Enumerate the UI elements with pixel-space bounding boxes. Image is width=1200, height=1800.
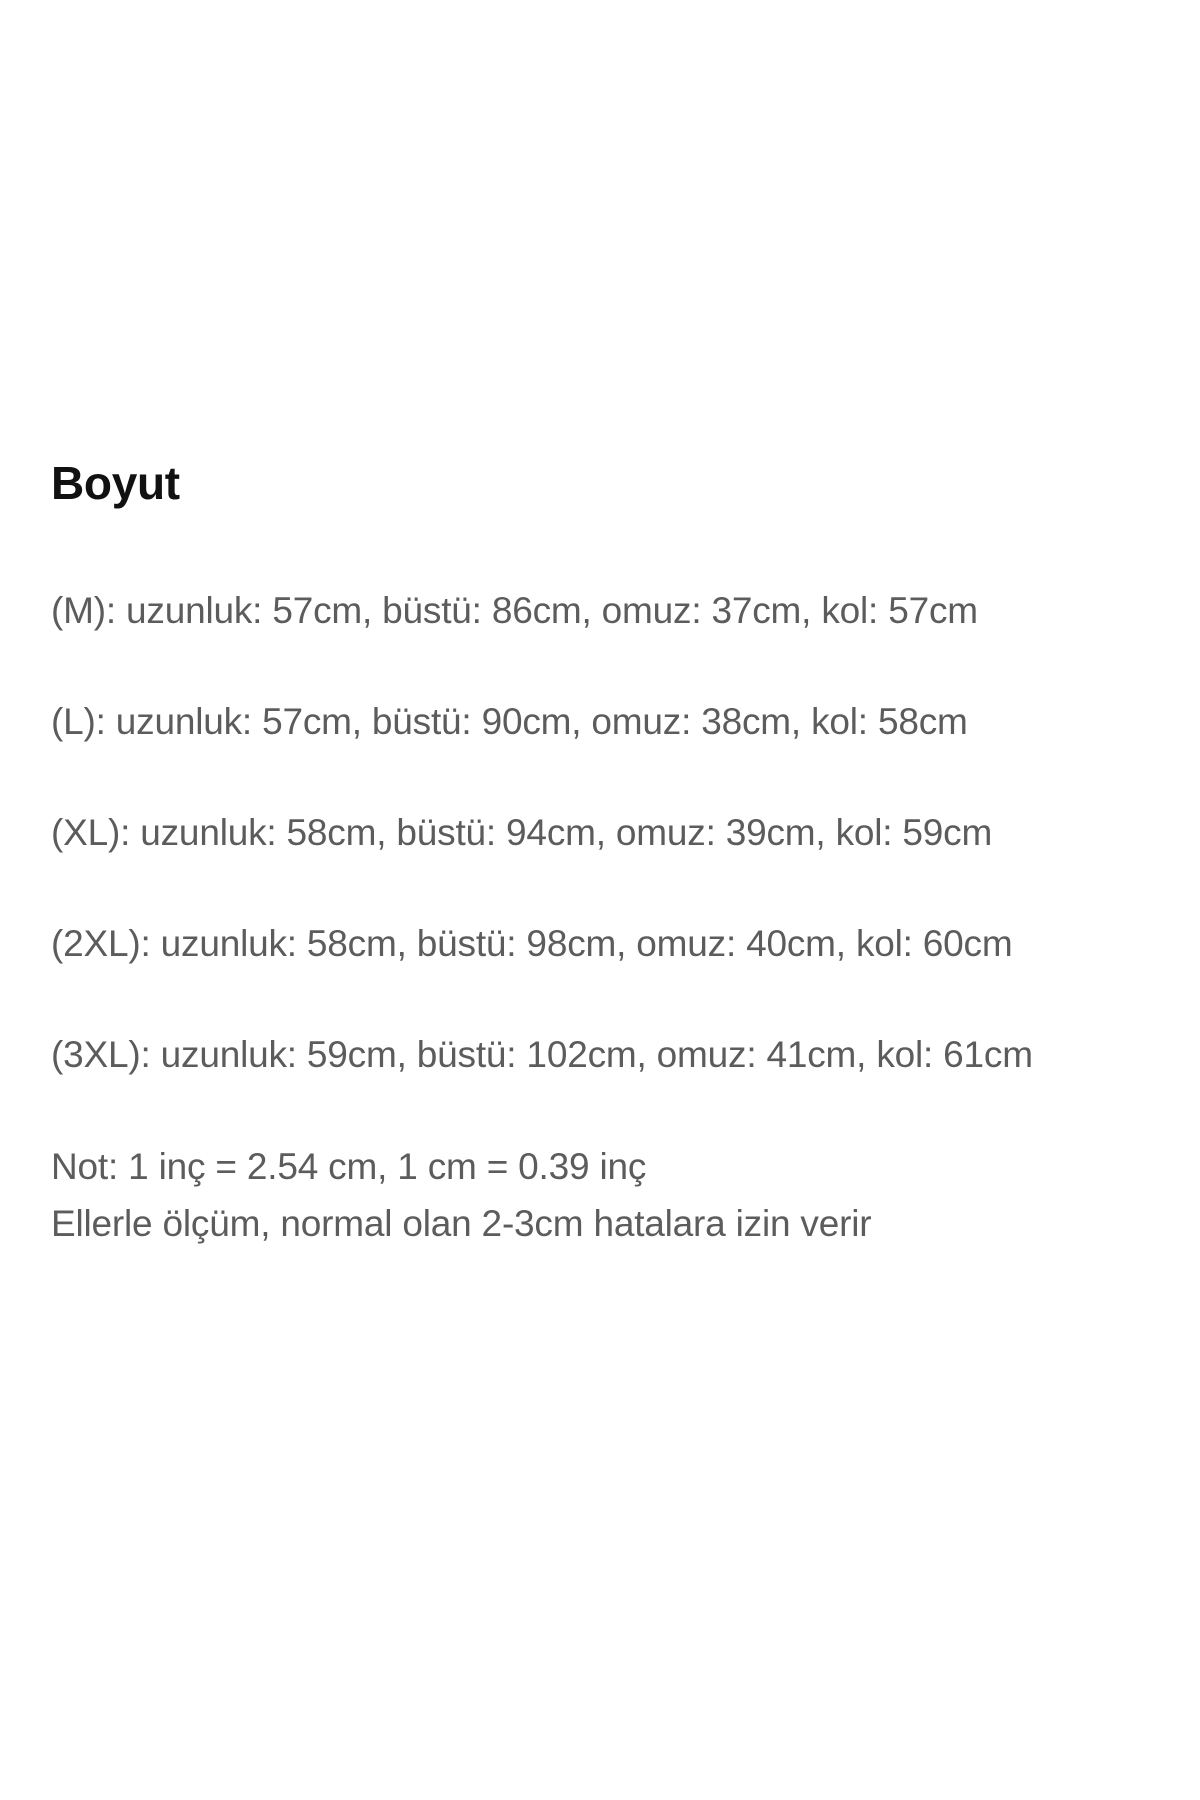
size-row-xl: (XL): uzunluk: 58cm, büstü: 94cm, omuz: 39cm, kol: 59cm [51, 812, 993, 853]
measurement-note [51, 1138, 1131, 1252]
section-title: Boyut [51, 457, 180, 509]
size-row-m: (M): uzunluk: 57cm, büstü: 86cm, omuz: 37cm, kol: 57cm [51, 590, 978, 631]
size-guide-section [51, 455, 1131, 1252]
size-row-3xl: (3XL): uzunluk: 59cm, büstü: 102cm, omuz: 41cm, kol: 61cm [51, 1034, 1033, 1075]
conversion-note: Not: 1 inç = 2.54 cm, 1 cm = 0.39 inç [51, 1146, 647, 1187]
size-row-2xl: (2XL): uzunluk: 58cm, büstü: 98cm, omuz: 40cm, kol: 60cm [51, 923, 1013, 964]
size-row-l: (L): uzunluk: 57cm, büstü: 90cm, omuz: 38cm, kol: 58cm [51, 701, 968, 742]
tolerance-note: Ellerle ölçüm, normal olan 2-3cm hatalara izin verir [51, 1203, 872, 1244]
